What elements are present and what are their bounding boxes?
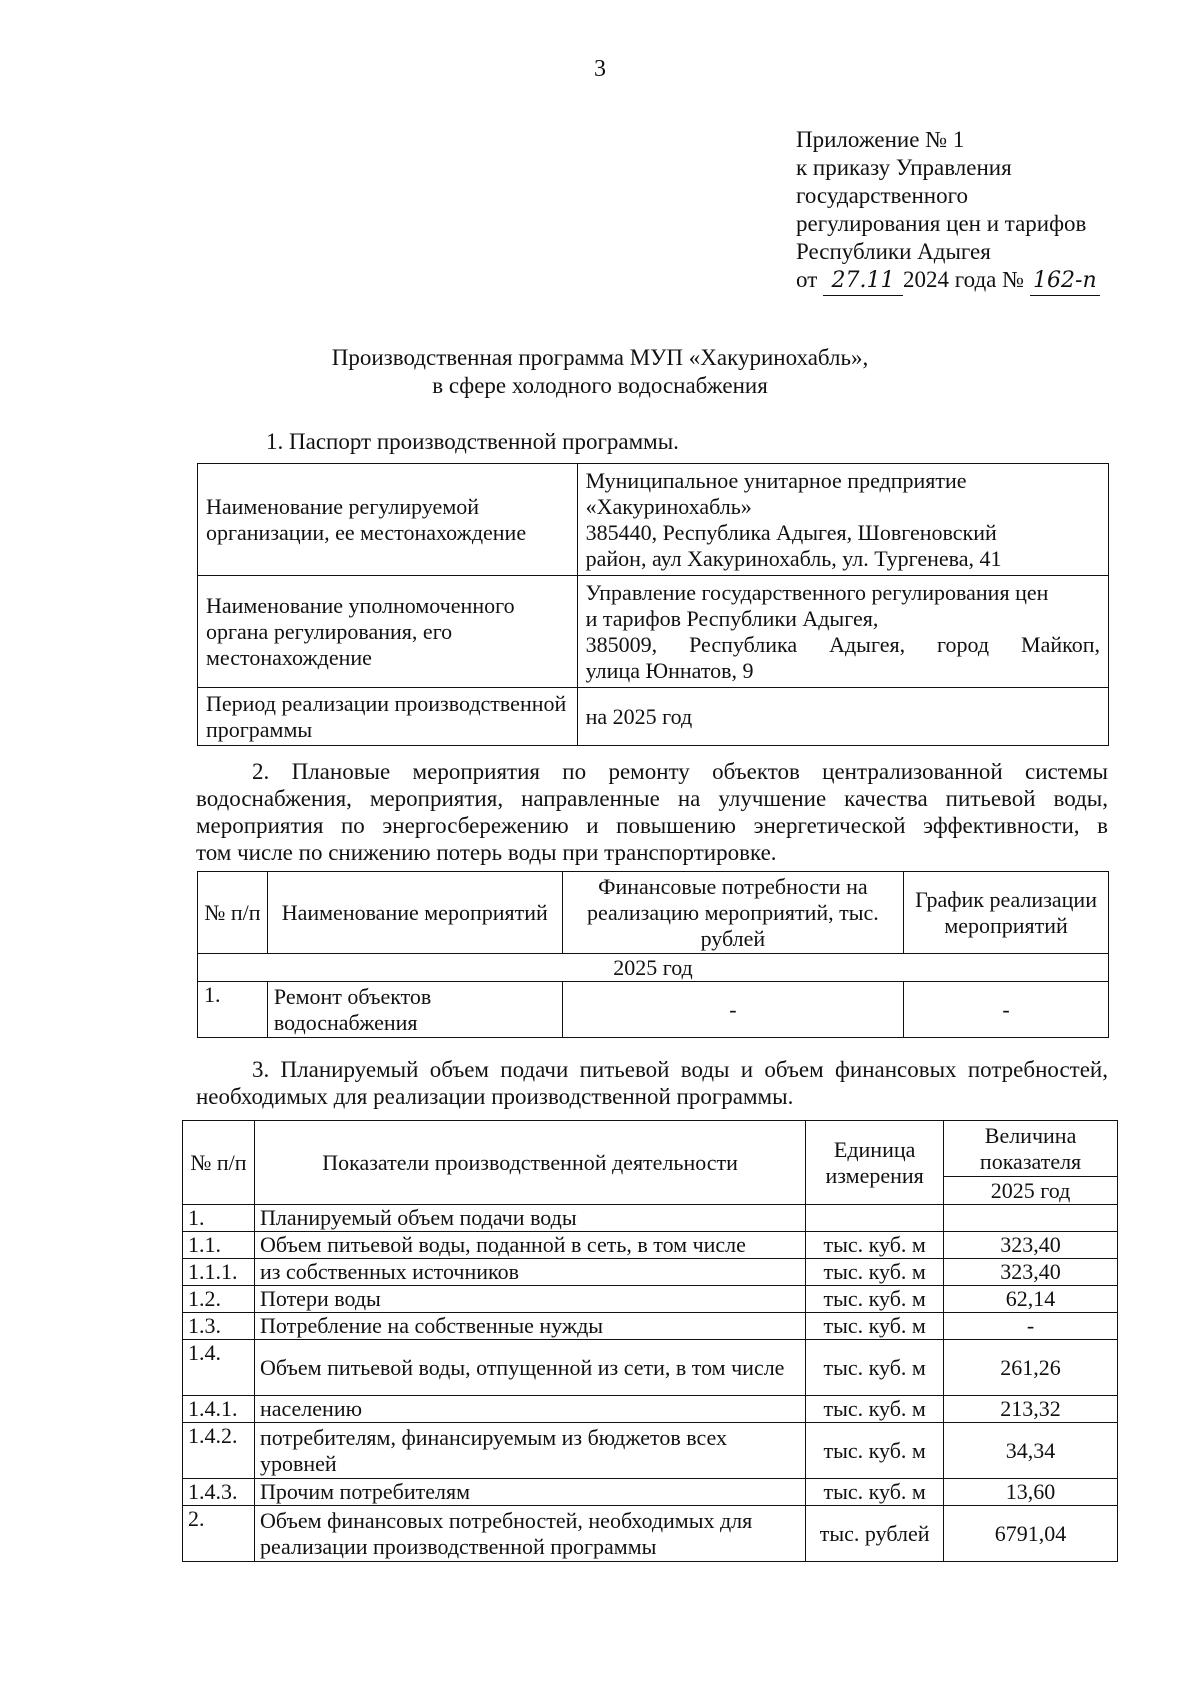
table-row [183, 1232, 1118, 1259]
cell-unit: тыс. рублей [806, 1506, 944, 1562]
table-row [198, 954, 1109, 982]
appendix-block [796, 126, 1100, 296]
passport-label: Наименование уполномоченного органа регулирования, его местонахождение [198, 576, 578, 688]
passport-table [197, 463, 1109, 746]
cell-indicator: Потери воды [254, 1286, 805, 1313]
cell-num: 2. [183, 1506, 255, 1562]
cell-num: 1.1.1. [183, 1259, 255, 1286]
table-row [198, 464, 1109, 576]
table-row [198, 982, 1109, 1038]
cell-num: 1. [183, 1205, 255, 1232]
table-row [183, 1340, 1118, 1396]
cell-num: 1.4.1. [183, 1396, 255, 1423]
value-line: улица Юннатов, 9 [585, 657, 754, 683]
table-row [198, 688, 1109, 746]
cell-num: 1.3. [183, 1313, 255, 1340]
table-row [183, 1205, 1118, 1232]
col-header-schedule: График реализации мероприятий [904, 872, 1109, 954]
cell-unit: тыс. куб. м [806, 1259, 944, 1286]
cell-unit: тыс. куб. м [806, 1286, 944, 1313]
col-header-name: Наименование мероприятий [267, 872, 562, 954]
table-header-row [183, 1121, 1118, 1177]
cell-value: 323,40 [944, 1232, 1118, 1259]
para-line: 3. Планируемый объем подачи питьевой воды и объем финансовых потребностей, [252, 1057, 1108, 1082]
section1-heading: 1. Паспорт производственной программы. [266, 429, 679, 454]
cell-value [944, 1205, 1118, 1232]
date-prefix: от [796, 267, 818, 292]
page-number: 3 [594, 56, 606, 82]
value-line: «Хакуринохабль» [585, 493, 752, 519]
cell-num: 1.4.3. [183, 1479, 255, 1506]
cell-num: 1.2. [183, 1286, 255, 1313]
value-line: район, аул Хакуринохабль, ул. Тургенева, 41 [585, 545, 1002, 571]
cell-num: 1.1. [183, 1232, 255, 1259]
indicators-table [182, 1120, 1118, 1562]
cell-indicator: населению [254, 1396, 805, 1423]
cell-unit: тыс. куб. м [806, 1340, 944, 1396]
cell-indicator: Объем питьевой воды, отпущенной из сети, в том числе [254, 1340, 805, 1396]
col-header-finance: Финансовые потребности на реализацию мероприятий, тыс. рублей [562, 872, 904, 954]
cell-indicator: Потребление на собственные нужды [254, 1313, 805, 1340]
col-header-num: № п/п [183, 1121, 255, 1205]
handwritten-date: 27.11 [823, 267, 903, 296]
appendix-line: Приложение № 1 [796, 127, 965, 152]
cell-unit: тыс. куб. м [806, 1313, 944, 1340]
value-line: Муниципальное унитарное предприятие [585, 467, 967, 493]
table-row [198, 576, 1109, 688]
passport-value [577, 576, 1108, 688]
value-line: 385009, Республика Адыгея, город Майкоп, [585, 631, 1100, 657]
cell-indicator: из собственных источников [254, 1259, 805, 1286]
cell-num: 1.4. [183, 1340, 255, 1396]
appendix-line: регулирования цен и тарифов [796, 211, 1087, 236]
table-row [183, 1313, 1118, 1340]
cell-finance: - [562, 982, 904, 1038]
passport-value: на 2025 год [577, 688, 1108, 746]
title-line: Производственная программа МУП «Хакуринохабль», [331, 345, 869, 370]
cell-unit [806, 1205, 944, 1232]
cell-unit: тыс. куб. м [806, 1479, 944, 1506]
passport-value [577, 464, 1108, 576]
value-line: и тарифов Республики Адыгея, [585, 605, 879, 631]
cell-value: 213,32 [944, 1396, 1118, 1423]
appendix-line: Республики Адыгея [796, 239, 991, 264]
cell-value: - [944, 1313, 1118, 1340]
cell-num: 1.4.2. [183, 1423, 255, 1479]
cell-num: 1. [198, 982, 268, 1038]
measures-table [197, 871, 1109, 1038]
cell-indicator: Прочим потребителям [254, 1479, 805, 1506]
para-line: том числе по снижению потерь воды при транспортировке. [196, 840, 777, 865]
para-line: мероприятия по энергосбережению и повышению энергетической эффективности, в [196, 813, 1108, 838]
col-header-value: Величина показателя [944, 1121, 1118, 1177]
passport-label: Период реализации производственной программы [198, 688, 578, 746]
cell-value: 323,40 [944, 1259, 1118, 1286]
table-row [183, 1506, 1118, 1562]
cell-indicator: Планируемый объем подачи воды [254, 1205, 805, 1232]
para-line: водоснабжения, мероприятия, направленные на улучшение качества питьевой воды, [196, 786, 1108, 811]
document-title [0, 344, 1200, 400]
cell-indicator: Объем финансовых потребностей, необходимых для реализации производственной программы [254, 1506, 805, 1562]
section3-paragraph [196, 1056, 1108, 1110]
passport-label: Наименование регулируемой организации, ее местонахождение [198, 464, 578, 576]
value-line: 385440, Республика Адыгея, Шовгеновский [585, 519, 997, 545]
appendix-line: к приказу Управления [796, 155, 1012, 180]
table-row [183, 1259, 1118, 1286]
year-row: 2025 год [198, 954, 1109, 982]
cell-name: Ремонт объектов водоснабжения [267, 982, 562, 1038]
table-header-row [198, 872, 1109, 954]
section2-paragraph [196, 758, 1108, 866]
cell-schedule: - [904, 982, 1109, 1038]
col-header-indicator: Показатели производственной деятельности [254, 1121, 805, 1205]
para-line: необходимых для реализации производственной программы. [196, 1084, 794, 1109]
col-header-unit: Единица измерения [806, 1121, 944, 1205]
appendix-date-line [796, 266, 1100, 296]
handwritten-order-number: 162-п [1030, 267, 1100, 296]
date-suffix: 2024 года № [903, 267, 1025, 292]
cell-indicator: Объем питьевой воды, поданной в сеть, в том числе [254, 1232, 805, 1259]
cell-value: 6791,04 [944, 1506, 1118, 1562]
cell-unit: тыс. куб. м [806, 1396, 944, 1423]
title-line: в сфере холодного водоснабжения [432, 373, 768, 398]
cell-value: 34,34 [944, 1423, 1118, 1479]
cell-indicator: потребителям, финансируемым из бюджетов всех уровней [254, 1423, 805, 1479]
appendix-line: государственного [796, 183, 968, 208]
col-header-year: 2025 год [944, 1177, 1118, 1205]
col-header-num: № п/п [198, 872, 268, 954]
table-row [183, 1423, 1118, 1479]
cell-value: 62,14 [944, 1286, 1118, 1313]
table-row [183, 1479, 1118, 1506]
para-line: 2. Плановые мероприятия по ремонту объектов централизованной системы [252, 759, 1108, 784]
cell-value: 13,60 [944, 1479, 1118, 1506]
table-row [183, 1286, 1118, 1313]
cell-unit: тыс. куб. м [806, 1232, 944, 1259]
table-row [183, 1396, 1118, 1423]
value-line: Управление государственного регулирования цен [585, 579, 1049, 605]
cell-unit: тыс. куб. м [806, 1423, 944, 1479]
cell-value: 261,26 [944, 1340, 1118, 1396]
